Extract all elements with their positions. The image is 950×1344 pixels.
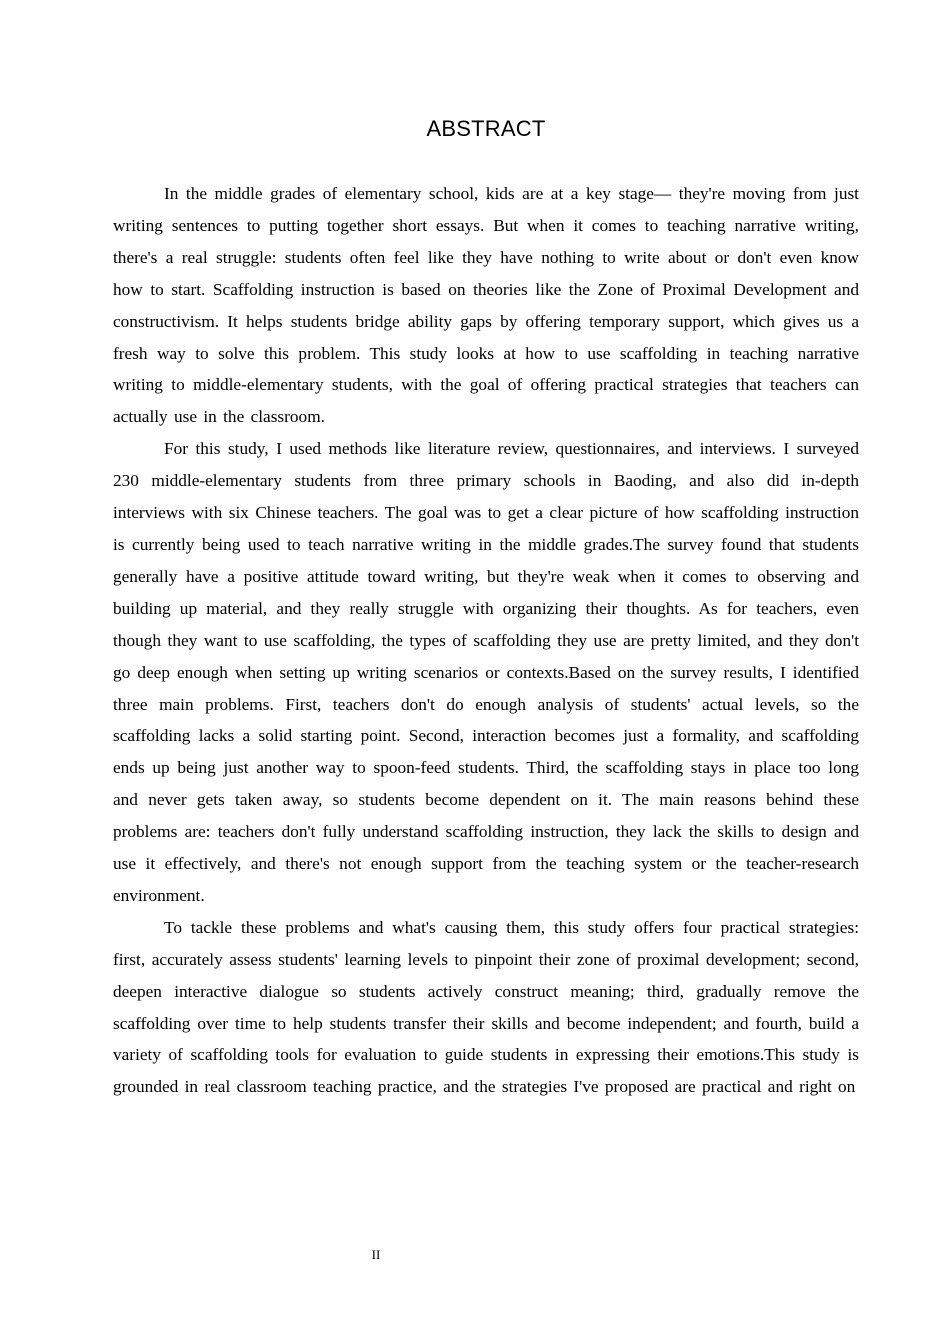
abstract-body xyxy=(113,178,859,1103)
paragraph-3: To tackle these problems and what's causing them, this study offers four practical strategies: first, accurately assess students' learning levels to pinpoint their zone of proximal development; second, deepen interactive dialogue so students actively construct meaning; third, gradually remove the scaffolding over time to help students transfer their skills and become independent; and fourth, build a variety of scaffolding tools for evaluation to guide students in expressing their emotions.This study is grounded in real classroom teaching practice, and the strategies I've proposed are practical and right on xyxy=(113,917,859,1097)
page-title: ABSTRACT xyxy=(426,116,546,141)
page-number: II xyxy=(371,1247,381,1262)
paragraph-2: For this study, I used methods like literature review, questionnaires, and interviews. I surveyed 230 middle-elementary students from three primary schools in Baoding, and also did in-depth interviews with six Chinese teachers. The goal was to get a clear picture of how scaffolding instruction is currently being used to teach narrative writing in the middle grades.The survey found that students generally have a positive attitude toward writing, but they're weak when it comes to observing and building up material, and they really struggle with organizing their thoughts. As for teachers, even though they want to use scaffolding, the types of scaffolding they use are pretty limited, and they don't go deep enough when setting up writing scenarios or contexts.Based on the survey results, I identified three main problems. First, teachers don't do enough analysis of students' actual levels, so the scaffolding lacks a solid starting point. Second, interaction becomes just a formality, and scaffolding ends up being just another way to spoon-feed students. Third, the scaffolding stays in place too long and never gets taken away, so students become dependent on it. The main reasons behind these problems are: teachers don't fully understand scaffolding instruction, they lack the skills to design and use it effectively, and there's not enough support from the teaching system or the teacher-research environment. xyxy=(113,439,859,905)
paragraph-1: In the middle grades of elementary school, kids are at a key stage— they're moving from just writing sentences to putting together short essays. But when it comes to teaching narrative writing, there's a real struggle: students often feel like they have nothing to write about or don't even know how to start. Scaffolding instruction is based on theories like the Zone of Proximal Development and constructivism. It helps students bridge ability gaps by offering temporary support, which gives us a fresh way to solve this problem. This study looks at how to use scaffolding in teaching narrative writing to middle-elementary students, with the goal of offering practical strategies that teachers can actually use in the classroom. xyxy=(113,184,859,427)
